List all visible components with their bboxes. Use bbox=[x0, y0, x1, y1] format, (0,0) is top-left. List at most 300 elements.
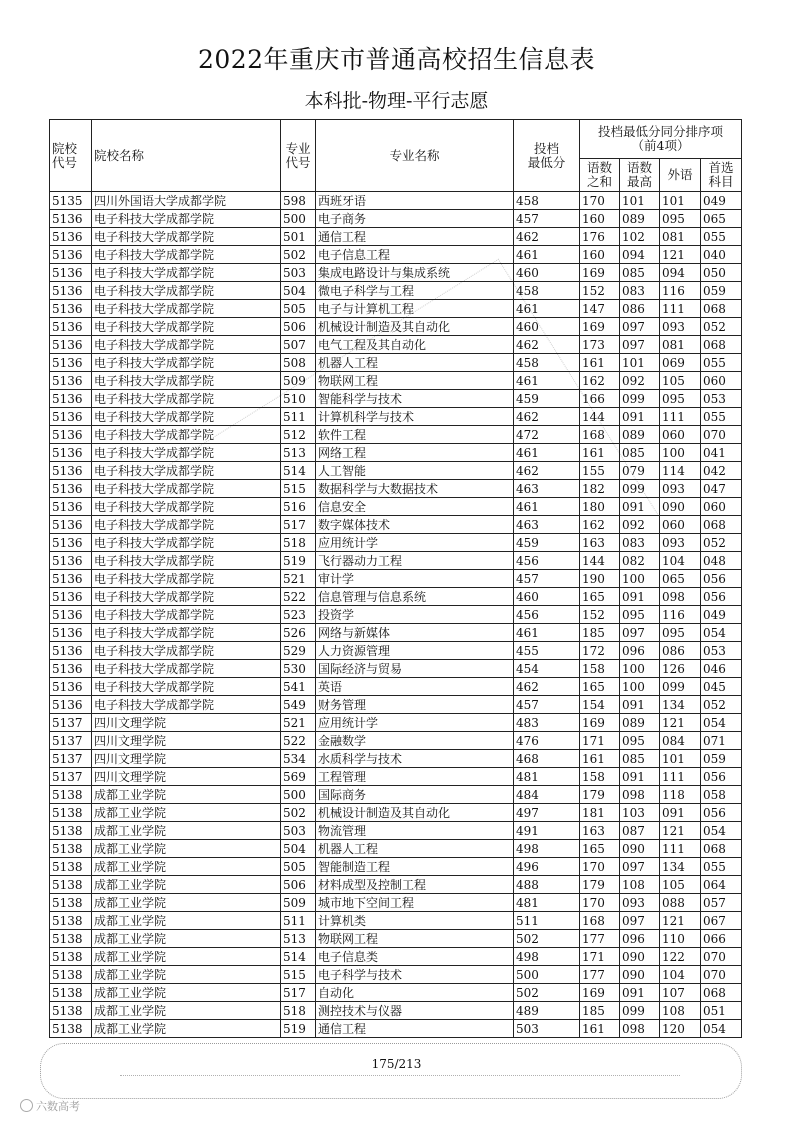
cell-chinese-math-max: 095 bbox=[620, 606, 660, 624]
cell-foreign-lang: 105 bbox=[660, 876, 701, 894]
header-school-name: 院校名称 bbox=[92, 120, 281, 192]
watermark-logo bbox=[20, 1098, 80, 1114]
cell-chinese-math-sum: 161 bbox=[580, 750, 620, 768]
table-row bbox=[50, 588, 742, 606]
table-row bbox=[50, 786, 742, 804]
cell-major-code: 502 bbox=[281, 804, 316, 822]
cell-chinese-math-max: 089 bbox=[620, 210, 660, 228]
cell-school-name: 成都工业学院 bbox=[92, 804, 281, 822]
table-row bbox=[50, 318, 742, 336]
cell-foreign-lang: 121 bbox=[660, 714, 701, 732]
header-chinese-math-max-text: 语数 最高 bbox=[626, 160, 652, 189]
header-chinese-math-max bbox=[620, 159, 660, 192]
cell-first-subject: 070 bbox=[701, 966, 742, 984]
cell-major-code: 541 bbox=[281, 678, 316, 696]
cell-school-code: 5136 bbox=[50, 300, 92, 318]
cell-min-score: 491 bbox=[514, 822, 580, 840]
cell-chinese-math-sum: 169 bbox=[580, 264, 620, 282]
cell-major-code: 521 bbox=[281, 714, 316, 732]
cell-foreign-lang: 095 bbox=[660, 624, 701, 642]
cell-school-code: 5136 bbox=[50, 444, 92, 462]
cell-school-code: 5136 bbox=[50, 336, 92, 354]
table-row bbox=[50, 462, 742, 480]
cell-school-code: 5138 bbox=[50, 912, 92, 930]
cell-min-score: 461 bbox=[514, 246, 580, 264]
cell-major-name: 西班牙语 bbox=[316, 192, 514, 210]
cell-major-name: 城市地下空间工程 bbox=[316, 894, 514, 912]
cell-chinese-math-max: 091 bbox=[620, 498, 660, 516]
cell-chinese-math-sum: 177 bbox=[580, 966, 620, 984]
table-row bbox=[50, 966, 742, 984]
table-row bbox=[50, 498, 742, 516]
cell-chinese-math-max: 091 bbox=[620, 696, 660, 714]
cell-major-name: 机器人工程 bbox=[316, 840, 514, 858]
cell-first-subject: 070 bbox=[701, 426, 742, 444]
cell-min-score: 461 bbox=[514, 498, 580, 516]
cell-school-name: 电子科技大学成都学院 bbox=[92, 462, 281, 480]
cell-school-name: 四川文理学院 bbox=[92, 732, 281, 750]
watermark-text: 六数高考 bbox=[36, 1100, 80, 1113]
cell-school-code: 5137 bbox=[50, 750, 92, 768]
cell-foreign-lang: 105 bbox=[660, 372, 701, 390]
table-row bbox=[50, 696, 742, 714]
cell-school-name: 成都工业学院 bbox=[92, 948, 281, 966]
table-row bbox=[50, 984, 742, 1002]
cell-first-subject: 068 bbox=[701, 840, 742, 858]
cell-school-code: 5137 bbox=[50, 714, 92, 732]
cell-chinese-math-sum: 144 bbox=[580, 552, 620, 570]
cell-school-name: 电子科技大学成都学院 bbox=[92, 444, 281, 462]
cell-school-code: 5138 bbox=[50, 876, 92, 894]
cell-major-name: 人工智能 bbox=[316, 462, 514, 480]
cell-foreign-lang: 111 bbox=[660, 408, 701, 426]
cell-min-score: 472 bbox=[514, 426, 580, 444]
cell-first-subject: 052 bbox=[701, 534, 742, 552]
table-row bbox=[50, 606, 742, 624]
cell-chinese-math-max: 101 bbox=[620, 354, 660, 372]
table-row bbox=[50, 894, 742, 912]
cell-major-name: 微电子科学与工程 bbox=[316, 282, 514, 300]
cell-major-name: 电子信息类 bbox=[316, 948, 514, 966]
cell-chinese-math-sum: 168 bbox=[580, 912, 620, 930]
cell-foreign-lang: 093 bbox=[660, 534, 701, 552]
cell-major-name: 电气工程及其自动化 bbox=[316, 336, 514, 354]
cell-first-subject: 049 bbox=[701, 192, 742, 210]
cell-school-code: 5136 bbox=[50, 660, 92, 678]
cell-major-code: 504 bbox=[281, 840, 316, 858]
cell-min-score: 459 bbox=[514, 534, 580, 552]
cell-chinese-math-max: 100 bbox=[620, 678, 660, 696]
cell-first-subject: 064 bbox=[701, 876, 742, 894]
cell-foreign-lang: 104 bbox=[660, 552, 701, 570]
cell-school-name: 成都工业学院 bbox=[92, 930, 281, 948]
cell-major-name: 机器人工程 bbox=[316, 354, 514, 372]
cell-school-code: 5138 bbox=[50, 894, 92, 912]
cell-min-score: 463 bbox=[514, 516, 580, 534]
table-row bbox=[50, 912, 742, 930]
cell-chinese-math-max: 091 bbox=[620, 768, 660, 786]
cell-chinese-math-max: 098 bbox=[620, 786, 660, 804]
cell-chinese-math-sum: 173 bbox=[580, 336, 620, 354]
table-row bbox=[50, 336, 742, 354]
cell-chinese-math-sum: 169 bbox=[580, 318, 620, 336]
cell-chinese-math-max: 091 bbox=[620, 984, 660, 1002]
cell-min-score: 462 bbox=[514, 228, 580, 246]
cell-major-code: 509 bbox=[281, 894, 316, 912]
cell-first-subject: 068 bbox=[701, 300, 742, 318]
cell-foreign-lang: 100 bbox=[660, 444, 701, 462]
cell-major-code: 515 bbox=[281, 480, 316, 498]
cell-min-score: 461 bbox=[514, 372, 580, 390]
cell-major-code: 513 bbox=[281, 930, 316, 948]
cell-min-score: 481 bbox=[514, 894, 580, 912]
cell-major-code: 506 bbox=[281, 876, 316, 894]
cell-major-code: 526 bbox=[281, 624, 316, 642]
table-body bbox=[50, 192, 742, 1038]
cell-major-name: 飞行器动力工程 bbox=[316, 552, 514, 570]
cell-chinese-math-max: 083 bbox=[620, 282, 660, 300]
table-row bbox=[50, 516, 742, 534]
cell-chinese-math-max: 095 bbox=[620, 732, 660, 750]
cell-major-code: 514 bbox=[281, 948, 316, 966]
cell-first-subject: 053 bbox=[701, 642, 742, 660]
cell-chinese-math-sum: 158 bbox=[580, 768, 620, 786]
cell-school-name: 电子科技大学成都学院 bbox=[92, 372, 281, 390]
cell-first-subject: 056 bbox=[701, 570, 742, 588]
cell-school-name: 电子科技大学成都学院 bbox=[92, 588, 281, 606]
cell-major-name: 信息管理与信息系统 bbox=[316, 588, 514, 606]
cell-min-score: 460 bbox=[514, 588, 580, 606]
cell-major-name: 投资学 bbox=[316, 606, 514, 624]
cell-major-code: 503 bbox=[281, 264, 316, 282]
cell-school-code: 5136 bbox=[50, 480, 92, 498]
cell-foreign-lang: 093 bbox=[660, 318, 701, 336]
cell-major-name: 国际经济与贸易 bbox=[316, 660, 514, 678]
cell-major-name: 材料成型及控制工程 bbox=[316, 876, 514, 894]
cell-school-name: 成都工业学院 bbox=[92, 1002, 281, 1020]
cell-first-subject: 059 bbox=[701, 750, 742, 768]
cell-foreign-lang: 107 bbox=[660, 984, 701, 1002]
cell-major-code: 512 bbox=[281, 426, 316, 444]
cell-chinese-math-max: 108 bbox=[620, 876, 660, 894]
cell-chinese-math-sum: 162 bbox=[580, 516, 620, 534]
cell-first-subject: 046 bbox=[701, 660, 742, 678]
cell-major-code: 501 bbox=[281, 228, 316, 246]
cell-chinese-math-max: 090 bbox=[620, 948, 660, 966]
cell-school-name: 成都工业学院 bbox=[92, 822, 281, 840]
header-min-score-text: 投档 最低分 bbox=[527, 140, 566, 170]
cell-min-score: 498 bbox=[514, 948, 580, 966]
cell-chinese-math-max: 091 bbox=[620, 588, 660, 606]
cell-chinese-math-max: 085 bbox=[620, 444, 660, 462]
cell-major-name: 英语 bbox=[316, 678, 514, 696]
table-row bbox=[50, 768, 742, 786]
cell-foreign-lang: 091 bbox=[660, 804, 701, 822]
cell-major-name: 财务管理 bbox=[316, 696, 514, 714]
cell-chinese-math-sum: 170 bbox=[580, 894, 620, 912]
cell-school-name: 电子科技大学成都学院 bbox=[92, 336, 281, 354]
cell-foreign-lang: 108 bbox=[660, 1002, 701, 1020]
cell-chinese-math-sum: 163 bbox=[580, 822, 620, 840]
cell-first-subject: 056 bbox=[701, 588, 742, 606]
cell-min-score: 461 bbox=[514, 300, 580, 318]
cell-chinese-math-max: 092 bbox=[620, 516, 660, 534]
cell-major-code: 598 bbox=[281, 192, 316, 210]
cell-min-score: 460 bbox=[514, 318, 580, 336]
cell-major-code: 503 bbox=[281, 822, 316, 840]
cell-chinese-math-max: 099 bbox=[620, 1002, 660, 1020]
cell-school-code: 5136 bbox=[50, 354, 92, 372]
cell-school-name: 四川外国语大学成都学院 bbox=[92, 192, 281, 210]
cell-school-name: 电子科技大学成都学院 bbox=[92, 534, 281, 552]
cell-major-code: 522 bbox=[281, 732, 316, 750]
cell-foreign-lang: 110 bbox=[660, 930, 701, 948]
cell-foreign-lang: 120 bbox=[660, 1020, 701, 1038]
cell-first-subject: 048 bbox=[701, 552, 742, 570]
cell-min-score: 488 bbox=[514, 876, 580, 894]
cell-school-name: 电子科技大学成都学院 bbox=[92, 624, 281, 642]
cell-chinese-math-sum: 163 bbox=[580, 534, 620, 552]
table-row bbox=[50, 948, 742, 966]
cell-min-score: 483 bbox=[514, 714, 580, 732]
cell-chinese-math-sum: 155 bbox=[580, 462, 620, 480]
cell-major-code: 502 bbox=[281, 246, 316, 264]
cell-chinese-math-max: 083 bbox=[620, 534, 660, 552]
cell-foreign-lang: 060 bbox=[660, 516, 701, 534]
table-row bbox=[50, 822, 742, 840]
cell-min-score: 460 bbox=[514, 264, 580, 282]
cell-chinese-math-max: 099 bbox=[620, 390, 660, 408]
cell-major-code: 517 bbox=[281, 516, 316, 534]
cell-first-subject: 065 bbox=[701, 210, 742, 228]
cell-major-name: 审计学 bbox=[316, 570, 514, 588]
cell-chinese-math-sum: 147 bbox=[580, 300, 620, 318]
cell-chinese-math-max: 082 bbox=[620, 552, 660, 570]
cell-min-score: 455 bbox=[514, 642, 580, 660]
cell-chinese-math-max: 096 bbox=[620, 642, 660, 660]
table-row bbox=[50, 228, 742, 246]
header-major-code-text: 专业 代号 bbox=[285, 140, 311, 170]
cell-major-code: 509 bbox=[281, 372, 316, 390]
cell-first-subject: 060 bbox=[701, 372, 742, 390]
cell-major-name: 数字媒体技术 bbox=[316, 516, 514, 534]
cell-first-subject: 058 bbox=[701, 786, 742, 804]
cell-major-name: 网络工程 bbox=[316, 444, 514, 462]
cell-chinese-math-max: 100 bbox=[620, 660, 660, 678]
cell-min-score: 503 bbox=[514, 1020, 580, 1038]
cell-first-subject: 050 bbox=[701, 264, 742, 282]
page-number: 175/213 bbox=[371, 1057, 422, 1071]
cell-first-subject: 056 bbox=[701, 804, 742, 822]
cell-foreign-lang: 111 bbox=[660, 768, 701, 786]
cell-major-code: 523 bbox=[281, 606, 316, 624]
cell-min-score: 456 bbox=[514, 606, 580, 624]
cell-chinese-math-sum: 161 bbox=[580, 354, 620, 372]
cell-min-score: 462 bbox=[514, 462, 580, 480]
header-foreign-lang: 外语 bbox=[660, 159, 701, 192]
cell-school-name: 电子科技大学成都学院 bbox=[92, 282, 281, 300]
cell-first-subject: 052 bbox=[701, 696, 742, 714]
cell-school-code: 5138 bbox=[50, 840, 92, 858]
cell-major-name: 人力资源管理 bbox=[316, 642, 514, 660]
cell-chinese-math-sum: 179 bbox=[580, 876, 620, 894]
cell-chinese-math-max: 099 bbox=[620, 480, 660, 498]
cell-foreign-lang: 118 bbox=[660, 786, 701, 804]
cell-major-name: 电子科学与技术 bbox=[316, 966, 514, 984]
cell-school-code: 5138 bbox=[50, 966, 92, 984]
cell-major-name: 应用统计学 bbox=[316, 714, 514, 732]
cell-chinese-math-max: 094 bbox=[620, 246, 660, 264]
cell-school-name: 电子科技大学成都学院 bbox=[92, 210, 281, 228]
cell-school-name: 电子科技大学成都学院 bbox=[92, 498, 281, 516]
cell-major-name: 测控技术与仪器 bbox=[316, 1002, 514, 1020]
cell-chinese-math-sum: 161 bbox=[580, 444, 620, 462]
table-row bbox=[50, 192, 742, 210]
cell-foreign-lang: 060 bbox=[660, 426, 701, 444]
cell-major-code: 517 bbox=[281, 984, 316, 1002]
cell-min-score: 502 bbox=[514, 930, 580, 948]
cell-chinese-math-max: 093 bbox=[620, 894, 660, 912]
cell-major-code: 521 bbox=[281, 570, 316, 588]
cell-school-name: 电子科技大学成都学院 bbox=[92, 696, 281, 714]
table-row bbox=[50, 804, 742, 822]
header-school-code bbox=[50, 120, 92, 192]
cell-school-code: 5138 bbox=[50, 858, 92, 876]
cell-major-code: 529 bbox=[281, 642, 316, 660]
header-major-name: 专业名称 bbox=[316, 120, 514, 192]
cell-min-score: 496 bbox=[514, 858, 580, 876]
cell-major-code: 515 bbox=[281, 966, 316, 984]
cell-chinese-math-sum: 177 bbox=[580, 930, 620, 948]
cell-major-code: 514 bbox=[281, 462, 316, 480]
cell-school-code: 5136 bbox=[50, 570, 92, 588]
cell-school-code: 5136 bbox=[50, 372, 92, 390]
cell-school-name: 成都工业学院 bbox=[92, 894, 281, 912]
cell-chinese-math-max: 079 bbox=[620, 462, 660, 480]
cell-school-name: 电子科技大学成都学院 bbox=[92, 552, 281, 570]
cell-major-name: 电子信息工程 bbox=[316, 246, 514, 264]
cell-min-score: 461 bbox=[514, 624, 580, 642]
cell-chinese-math-max: 097 bbox=[620, 858, 660, 876]
cell-min-score: 497 bbox=[514, 804, 580, 822]
cell-first-subject: 057 bbox=[701, 894, 742, 912]
cell-major-name: 金融数学 bbox=[316, 732, 514, 750]
header-min-score bbox=[514, 120, 580, 192]
cell-school-name: 成都工业学院 bbox=[92, 984, 281, 1002]
table-row bbox=[50, 390, 742, 408]
cell-major-name: 通信工程 bbox=[316, 1020, 514, 1038]
cell-min-score: 454 bbox=[514, 660, 580, 678]
header-first-subject bbox=[701, 159, 742, 192]
cell-major-code: 510 bbox=[281, 390, 316, 408]
cell-min-score: 468 bbox=[514, 750, 580, 768]
cell-first-subject: 040 bbox=[701, 246, 742, 264]
cell-school-code: 5136 bbox=[50, 264, 92, 282]
cell-school-code: 5137 bbox=[50, 732, 92, 750]
table-row bbox=[50, 408, 742, 426]
cell-school-code: 5136 bbox=[50, 246, 92, 264]
cell-min-score: 476 bbox=[514, 732, 580, 750]
cell-chinese-math-sum: 185 bbox=[580, 1002, 620, 1020]
cell-school-name: 成都工业学院 bbox=[92, 786, 281, 804]
cell-first-subject: 054 bbox=[701, 822, 742, 840]
cell-school-name: 电子科技大学成都学院 bbox=[92, 318, 281, 336]
cell-school-name: 电子科技大学成都学院 bbox=[92, 606, 281, 624]
cell-chinese-math-max: 089 bbox=[620, 426, 660, 444]
cell-foreign-lang: 093 bbox=[660, 480, 701, 498]
cell-chinese-math-sum: 170 bbox=[580, 858, 620, 876]
cell-major-code: 522 bbox=[281, 588, 316, 606]
cell-school-code: 5138 bbox=[50, 786, 92, 804]
cell-school-code: 5138 bbox=[50, 948, 92, 966]
table-row bbox=[50, 282, 742, 300]
cell-chinese-math-max: 096 bbox=[620, 930, 660, 948]
table-row bbox=[50, 1020, 742, 1038]
cell-foreign-lang: 134 bbox=[660, 696, 701, 714]
cell-school-code: 5137 bbox=[50, 768, 92, 786]
cell-school-code: 5136 bbox=[50, 408, 92, 426]
cell-school-name: 成都工业学院 bbox=[92, 876, 281, 894]
cell-school-code: 5136 bbox=[50, 534, 92, 552]
cell-major-name: 物联网工程 bbox=[316, 372, 514, 390]
cell-min-score: 502 bbox=[514, 984, 580, 1002]
cell-foreign-lang: 134 bbox=[660, 858, 701, 876]
cell-chinese-math-sum: 158 bbox=[580, 660, 620, 678]
cell-chinese-math-max: 097 bbox=[620, 318, 660, 336]
cell-foreign-lang: 101 bbox=[660, 750, 701, 768]
cell-foreign-lang: 121 bbox=[660, 822, 701, 840]
cell-school-name: 电子科技大学成都学院 bbox=[92, 354, 281, 372]
cell-min-score: 457 bbox=[514, 570, 580, 588]
cell-major-code: 500 bbox=[281, 210, 316, 228]
cell-major-name: 机械设计制造及其自动化 bbox=[316, 804, 514, 822]
table-row bbox=[50, 426, 742, 444]
table-row bbox=[50, 480, 742, 498]
cell-school-code: 5136 bbox=[50, 678, 92, 696]
cell-chinese-math-max: 101 bbox=[620, 192, 660, 210]
table-row bbox=[50, 624, 742, 642]
cell-major-code: 513 bbox=[281, 444, 316, 462]
cell-chinese-math-sum: 160 bbox=[580, 246, 620, 264]
header-tie-group bbox=[580, 120, 742, 159]
cell-foreign-lang: 101 bbox=[660, 192, 701, 210]
cell-first-subject: 067 bbox=[701, 912, 742, 930]
cell-school-name: 电子科技大学成都学院 bbox=[92, 300, 281, 318]
cell-first-subject: 071 bbox=[701, 732, 742, 750]
cell-first-subject: 052 bbox=[701, 318, 742, 336]
cell-foreign-lang: 069 bbox=[660, 354, 701, 372]
logo-icon bbox=[20, 1099, 33, 1112]
cell-first-subject: 041 bbox=[701, 444, 742, 462]
cell-min-score: 500 bbox=[514, 966, 580, 984]
cell-chinese-math-sum: 166 bbox=[580, 390, 620, 408]
cell-chinese-math-sum: 144 bbox=[580, 408, 620, 426]
cell-first-subject: 066 bbox=[701, 930, 742, 948]
cell-chinese-math-sum: 162 bbox=[580, 372, 620, 390]
cell-major-name: 网络与新媒体 bbox=[316, 624, 514, 642]
cell-foreign-lang: 104 bbox=[660, 966, 701, 984]
header-school-code-text: 院校 代号 bbox=[52, 140, 78, 170]
cell-chinese-math-max: 086 bbox=[620, 300, 660, 318]
cell-school-name: 电子科技大学成都学院 bbox=[92, 642, 281, 660]
table-row bbox=[50, 210, 742, 228]
cell-chinese-math-sum: 185 bbox=[580, 624, 620, 642]
cell-school-code: 5136 bbox=[50, 390, 92, 408]
cell-chinese-math-sum: 179 bbox=[580, 786, 620, 804]
page-subtitle: 本科批-物理-平行志愿 bbox=[304, 90, 489, 112]
cell-school-name: 电子科技大学成都学院 bbox=[92, 516, 281, 534]
cell-major-name: 计算机科学与技术 bbox=[316, 408, 514, 426]
